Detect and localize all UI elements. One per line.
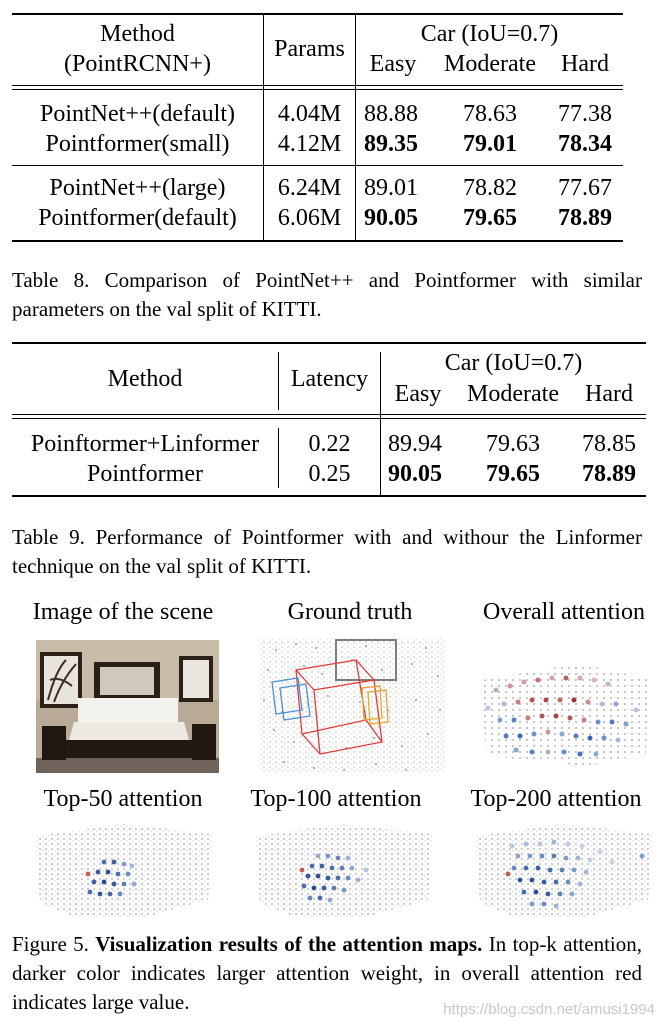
table-9-header-hard: Hard xyxy=(585,381,633,407)
table-8-row-3-hard: 77.67 xyxy=(558,175,612,201)
table-9-caption: Table 9. Performance of Pointformer with and withour the Linformer technique on the val split of KITTI. xyxy=(12,525,642,578)
table-8-row-2-hard: 78.34 xyxy=(558,131,612,157)
table-9-header-rule-2 xyxy=(12,418,646,419)
table-8-header-params: Params xyxy=(274,36,345,62)
table-8-header-rule-2 xyxy=(12,89,623,90)
table-8-row-3-moderate: 78.82 xyxy=(463,175,517,201)
table-8-bottom-rule xyxy=(12,240,623,242)
table-8-header-group: Car (IoU=0.7) xyxy=(420,21,559,47)
table-9-row-2-moderate: 79.65 xyxy=(486,461,540,487)
top-50-attention-pointcloud xyxy=(32,822,216,922)
table-8-row-4-params: 6.06M xyxy=(277,205,342,231)
table-8-header-easy: Easy xyxy=(369,51,417,77)
top-100-attention-pointcloud xyxy=(252,822,436,922)
table-9-row-2-method: Pointformer xyxy=(87,461,203,487)
scene-photo xyxy=(36,640,219,773)
table-9-header-moderate: Moderate xyxy=(467,381,559,407)
watermark: https://blog.csdn.net/amusi1994 xyxy=(443,1001,655,1018)
table-9-header-method: Method xyxy=(107,366,183,392)
figure-5-caption-label: Figure 5. xyxy=(12,932,89,956)
table-8-row-1-easy: 88.88 xyxy=(364,101,418,127)
table-8-row-1-params: 4.04M xyxy=(277,101,342,127)
table-8-top-rule xyxy=(12,13,623,15)
table-8-header-moderate: Moderate xyxy=(444,51,536,77)
figure-title-ground-truth: Ground truth xyxy=(287,599,413,625)
table-8-row-2-method: Pointformer(small) xyxy=(45,131,230,157)
table-9-row-1-moderate: 79.63 xyxy=(486,431,540,457)
figure-5-caption-text: In top-k attention, darker color indicates larger attention weight, in overall attention red indicates large value. xyxy=(12,932,642,1014)
table-8-header-method-sub: (PointRCNN+) xyxy=(64,51,211,77)
table-9-row-2-easy: 90.05 xyxy=(388,461,442,487)
figure-title-scene: Image of the scene xyxy=(32,599,214,625)
table-8-vrule-2 xyxy=(355,15,356,240)
figure-5-caption-bold: Visualization results of the attention maps. xyxy=(95,932,483,956)
table-8-row-1-method: PointNet++(default) xyxy=(39,101,236,127)
table-8-row-1-moderate: 78.63 xyxy=(463,101,517,127)
table-9-header-easy: Easy xyxy=(394,381,442,407)
table-9-header-latency: Latency xyxy=(290,366,369,392)
ground-truth-pointcloud xyxy=(256,630,448,780)
table-9-row-1-easy: 89.94 xyxy=(388,431,442,457)
figure-title-top50: Top-50 attention xyxy=(43,786,203,812)
table-9-bottom-rule xyxy=(12,495,646,497)
table-8-row-4-moderate: 79.65 xyxy=(463,205,517,231)
table-8-header-hard: Hard xyxy=(561,51,609,77)
table-8-row-4-method: Pointformer(default) xyxy=(38,205,237,231)
table-9-row-1-hard: 78.85 xyxy=(582,431,636,457)
top-200-attention-pointcloud xyxy=(472,822,656,922)
figure-title-top200: Top-200 attention xyxy=(470,786,642,812)
table-9-row-2-latency: 0.25 xyxy=(308,461,351,487)
table-9-row-1-latency: 0.22 xyxy=(308,431,351,457)
table-9-header-group: Car (IoU=0.7) xyxy=(444,350,583,376)
table-9-row-2-hard: 78.89 xyxy=(582,461,636,487)
table-9-row-1-method: Poinftormer+Linformer xyxy=(30,431,260,457)
overall-attention-pointcloud xyxy=(476,660,652,768)
table-8-row-4-hard: 78.89 xyxy=(558,205,612,231)
table-8-caption: Table 8. Comparison of PointNet++ and Pointformer with similar parameters on the val split of KITTI. xyxy=(12,268,642,321)
table-8-row-2-easy: 89.35 xyxy=(364,131,418,157)
table-9-header-rule xyxy=(12,414,646,415)
table-8-header-method: Method xyxy=(100,21,175,47)
table-8-row-3-easy: 89.01 xyxy=(364,175,418,201)
table-8-mid-rule xyxy=(12,165,623,166)
table-8-row-4-easy: 90.05 xyxy=(364,205,418,231)
table-8-header-rule xyxy=(12,85,623,86)
table-8-row-1-hard: 77.38 xyxy=(558,101,612,127)
table-8-row-2-moderate: 79.01 xyxy=(463,131,517,157)
table-8-row-2-params: 4.12M xyxy=(277,131,342,157)
figure-title-top100: Top-100 attention xyxy=(250,786,422,812)
table-8-row-3-method: PointNet++(large) xyxy=(49,175,226,201)
table-9-top-rule xyxy=(12,342,646,344)
figure-title-overall: Overall attention xyxy=(483,599,645,625)
table-8-row-3-params: 6.24M xyxy=(277,175,342,201)
